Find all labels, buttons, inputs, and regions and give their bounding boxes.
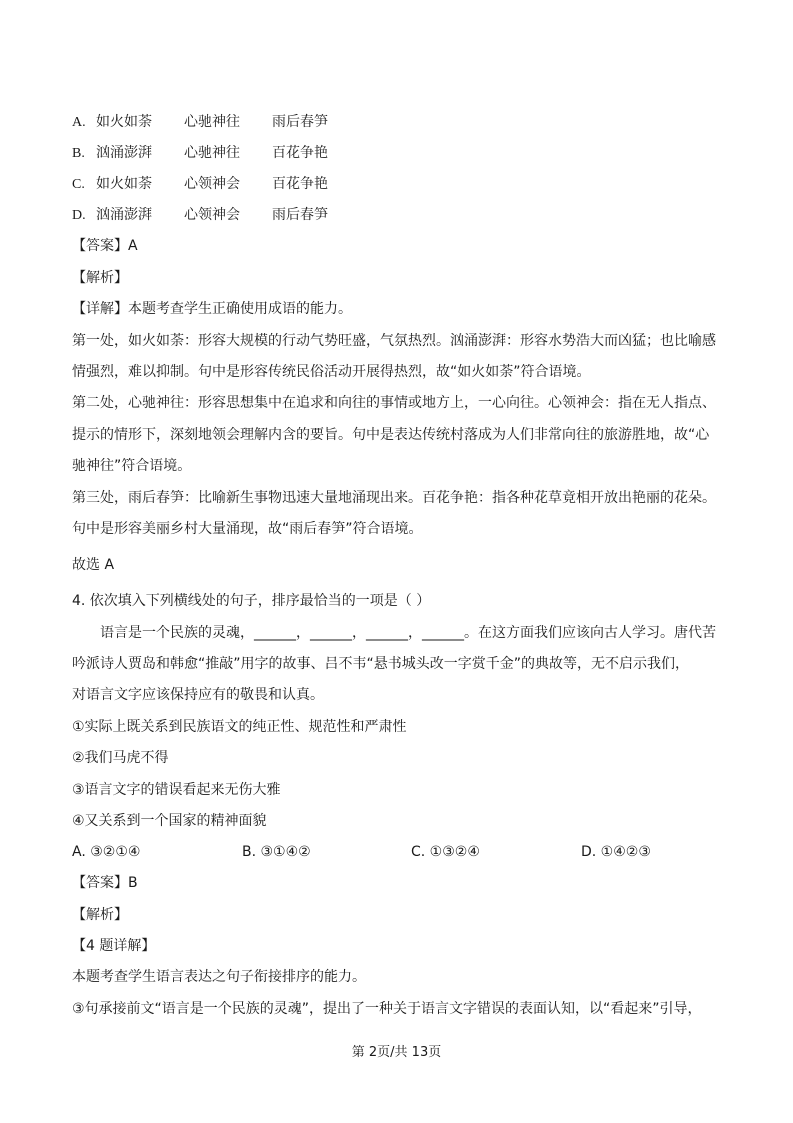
option-a-row: A. 如火如荼 心驰神往 雨后春笋 — [72, 114, 328, 130]
q3-para3-line1: 第三处，雨后春笋：比喻新生事物迅速大量地涌现出来。百花争艳：指各种花草竟相开放出艳丽的花朵。 — [72, 490, 716, 506]
q4-sentence-1: ①实际上既关系到民族语文的纯正性、规范性和严肃性 — [72, 719, 407, 735]
q3-choice: 故选 A — [72, 557, 115, 573]
q4-option-a: A. ③②①④ — [72, 844, 141, 860]
q3-para1-line2: 情强烈，难以抑制。句中是形容传统民俗活动开展得热烈，故“如火如荼”符合语境。 — [72, 364, 591, 380]
q4-detail-line2: ③句承接前文“语言是一个民族的灵魂”，提出了一种关于语言文字错误的表面认知，以“看起来”引导， — [72, 1001, 702, 1017]
option-b-row: B. 汹涌澎湃 心驰神往 百花争艳 — [72, 145, 328, 161]
q4-passage-line3: 对语言文字应该保持应有的敬畏和认真。 — [72, 687, 324, 703]
q3-para2-line1: 第二处，心驰神往：形容思想集中在追求和向往的事情或地方上，一心向往。心领神会：指在无人指点、 — [72, 395, 716, 411]
q4-option-c: C. ①③②④ — [411, 844, 480, 860]
q3-para1-line1: 第一处，如火如荼：形容大规模的行动气势旺盛，气氛热烈。汹涌澎湃：形容水势浩大而凶猛；也比喻感 — [72, 333, 716, 349]
q4-option-b: B. ③①④② — [242, 844, 311, 860]
q4-answer: 【答案】B — [72, 875, 138, 891]
q4-passage-line1: 语言是一个民族的灵魂，______，______，______，______。在这方面我们应该向古人学习。唐代苦 — [100, 625, 716, 641]
q4-sentence-4: ④又关系到一个国家的精神面貌 — [72, 813, 267, 829]
option-c-row: C. 如火如荼 心领神会 百花争艳 — [72, 176, 328, 192]
q3-para2-line2: 提示的情形下，深刻地领会理解内含的要旨。句中是表达传统村落成为人们非常向往的旅游胜地，故“心 — [72, 427, 710, 443]
q4-option-d: D. ①④②③ — [581, 844, 651, 860]
q4-sentence-2: ②我们马虎不得 — [72, 750, 169, 766]
q4-analysis-heading: 【解析】 — [72, 907, 128, 923]
q3-answer: 【答案】A — [72, 238, 138, 254]
q4-sentence-3: ③语言文字的错误看起来无伤大雅 — [72, 782, 281, 798]
q3-para2-line3: 驰神往”符合语境。 — [72, 458, 192, 474]
option-d-row: D. 汹涌澎湃 心领神会 雨后春笋 — [72, 207, 328, 223]
q4-detail-line1: 本题考查学生语言表达之句子衔接排序的能力。 — [72, 969, 366, 985]
page-footer: 第 2页/共 13页 — [351, 1045, 442, 1060]
q3-para3-line2: 句中是形容美丽乡村大量涌现，故“雨后春笋”符合语境。 — [72, 521, 423, 537]
q4-passage-line2: 吟派诗人贾岛和韩愈“推敲”用字的故事、吕不韦“悬书城头改一字赏千金”的典故等，无不启示我们， — [72, 656, 690, 672]
q3-detail-title: 【详解】本题考查学生正确使用成语的能力。 — [72, 301, 352, 317]
q4-detail-title: 【4 题详解】 — [72, 938, 156, 954]
q3-analysis-heading: 【解析】 — [72, 270, 128, 286]
q4-question: 4. 依次填入下列横线处的句子，排序最恰当的一项是（ ） — [72, 593, 431, 609]
